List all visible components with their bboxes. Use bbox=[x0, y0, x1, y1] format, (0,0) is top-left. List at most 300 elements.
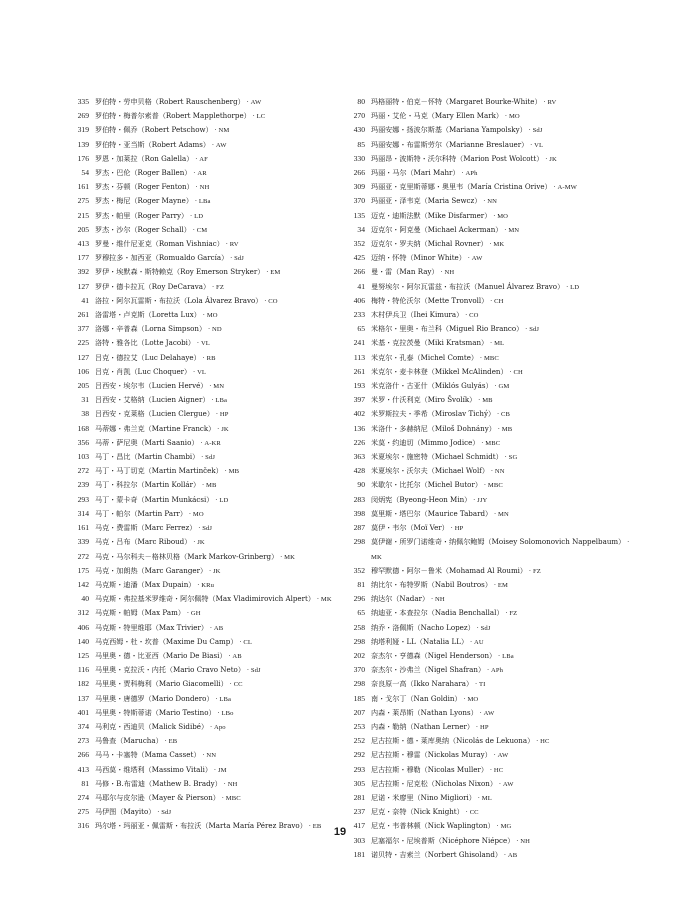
separator-dot: · bbox=[477, 708, 484, 717]
separator-dot: · bbox=[219, 793, 226, 802]
page-ref-number: 425 bbox=[353, 253, 365, 263]
author-code: RV bbox=[547, 99, 557, 106]
photographer-name: 马马・卡塞特（Mama Casset） bbox=[95, 750, 201, 760]
page-ref-number: 252 bbox=[353, 736, 365, 746]
index-entry bbox=[67, 322, 362, 336]
author-code: LD bbox=[194, 212, 204, 220]
index-entry bbox=[67, 237, 362, 251]
author-code: HP bbox=[454, 525, 464, 533]
index-entry bbox=[67, 777, 362, 791]
photographer-name: 罗伯特・劳申贝格（Robert Rauschenberg） bbox=[95, 97, 245, 106]
page-ref-number: 352 bbox=[353, 239, 365, 249]
index-entry bbox=[67, 123, 362, 137]
page-ref-number: 233 bbox=[353, 310, 365, 320]
photographer-name: 木村伊兵卫（Ihei Kimura） bbox=[371, 310, 464, 320]
separator-dot: · bbox=[475, 793, 482, 802]
index-entry bbox=[67, 223, 362, 237]
page-ref-number: 413 bbox=[77, 764, 89, 774]
index-entry bbox=[343, 95, 638, 109]
separator-dot: · bbox=[208, 722, 214, 731]
index-entry bbox=[343, 422, 638, 436]
author-code: MBC bbox=[487, 482, 503, 490]
photographer-name: 迈克尔・罗夫纳（Michal Rovner） bbox=[371, 239, 488, 249]
photographer-name: 纳乔・洛佩斯（Nacho Lopez） bbox=[371, 622, 475, 632]
page-ref-number: 34 bbox=[357, 224, 365, 234]
photographer-name: 米克尔・孔泰（Michel Comte） bbox=[371, 352, 479, 362]
index-entry bbox=[67, 805, 362, 819]
separator-dot: · bbox=[192, 197, 199, 206]
author-code: MO bbox=[467, 695, 479, 703]
photographer-name: 尼古拉斯・尼克松（Nicholas Nixon） bbox=[371, 778, 497, 788]
photographer-name: 罗杰・巴伦（Roger Ballen） bbox=[95, 168, 192, 178]
separator-dot: · bbox=[625, 538, 630, 547]
author-code: NM bbox=[218, 127, 230, 135]
photographer-name: 纳比尔・布特罗斯（Nabil Boutros） bbox=[371, 579, 492, 589]
page-ref-number: 161 bbox=[77, 523, 89, 533]
photographer-name: 罗伯特・梅普尔索普（Robert Mapplethorpe） bbox=[95, 111, 251, 121]
photographer-name: 罗伯特・亚当斯（Robert Adams） bbox=[95, 139, 210, 149]
author-code: ND bbox=[211, 326, 222, 334]
page-ref-number: 181 bbox=[353, 849, 365, 859]
author-code: NH bbox=[435, 596, 445, 604]
index-entry bbox=[67, 336, 362, 350]
author-code: RV bbox=[229, 241, 239, 249]
author-code: LD bbox=[570, 283, 580, 291]
photographer-name: 玛丽亚・泽韦克（Maria Sewcz） bbox=[371, 196, 482, 206]
index-entry bbox=[67, 365, 362, 379]
page-ref-number: 314 bbox=[77, 508, 89, 518]
page-ref-number: 90 bbox=[357, 480, 365, 490]
page-ref-number: 274 bbox=[77, 792, 89, 802]
photographer-name: 马蒂・萨尼奥（Marti Saanio） bbox=[95, 437, 199, 447]
separator-dot: · bbox=[463, 808, 470, 817]
index-entry bbox=[343, 663, 638, 677]
page-ref-number: 316 bbox=[77, 821, 89, 831]
page-ref-number: 205 bbox=[77, 224, 89, 234]
photographer-name: 罗伊・德卡拉瓦（Roy DeCarava） bbox=[95, 281, 211, 291]
photographer-name: 洛雷塔・卢克斯（Loretta Lux） bbox=[95, 310, 201, 320]
photographer-name: 米夏埃尔・施密特（Michael Schmidt） bbox=[371, 452, 503, 462]
separator-dot: · bbox=[488, 296, 495, 305]
separator-dot: · bbox=[200, 481, 207, 490]
author-code: CB bbox=[501, 411, 511, 419]
index-entry bbox=[343, 109, 638, 123]
separator-dot: · bbox=[471, 495, 478, 504]
index-entry bbox=[343, 351, 638, 365]
separator-dot: · bbox=[488, 339, 495, 348]
separator-dot: · bbox=[215, 424, 222, 433]
author-code: LBa bbox=[215, 397, 228, 405]
author-code: MN bbox=[498, 510, 509, 518]
separator-dot: · bbox=[468, 637, 474, 646]
index-entry bbox=[343, 478, 638, 492]
photographer-name: 米罗・什沃利克（Miro Švolík） bbox=[371, 395, 477, 405]
separator-dot: · bbox=[551, 183, 558, 192]
photographer-name: 马克・费雷斯（Marc Ferrez） bbox=[95, 523, 197, 533]
index-entry bbox=[67, 621, 362, 635]
separator-dot: · bbox=[494, 822, 501, 831]
author-code: RB bbox=[206, 354, 216, 362]
photographer-name: 玛格丽特・伯克－怀特（Margaret Bourke-White） bbox=[371, 97, 542, 106]
index-entry bbox=[67, 280, 362, 294]
separator-dot: · bbox=[278, 552, 285, 561]
separator-dot: · bbox=[496, 779, 503, 788]
page-ref-number: 140 bbox=[77, 636, 89, 646]
author-code: CL bbox=[243, 638, 252, 646]
separator-dot: · bbox=[196, 524, 203, 533]
separator-dot: · bbox=[564, 282, 571, 291]
author-code: JK bbox=[221, 425, 229, 433]
photographer-name: 吕西安・克莱格（Lucien Clergue） bbox=[95, 409, 214, 419]
page-ref-number: 65 bbox=[357, 324, 365, 334]
separator-dot: · bbox=[459, 169, 466, 178]
page-ref-number: 237 bbox=[353, 807, 365, 817]
page-ref-number: 335 bbox=[77, 97, 89, 106]
separator-dot: · bbox=[314, 595, 321, 604]
index-entry bbox=[67, 550, 362, 564]
author-code: MB bbox=[228, 468, 240, 476]
photographer-name: 米歇尔・比托尔（Michel Butor） bbox=[371, 480, 482, 490]
author-code: MBC bbox=[485, 439, 501, 447]
separator-dot: · bbox=[228, 254, 235, 263]
index-entry bbox=[67, 351, 362, 365]
index-entry bbox=[343, 322, 638, 336]
separator-dot: · bbox=[473, 680, 479, 689]
index-entry bbox=[343, 777, 638, 791]
separator-dot: · bbox=[448, 524, 455, 533]
separator-dot: · bbox=[528, 140, 535, 149]
separator-dot: · bbox=[186, 509, 193, 518]
author-code: SdJ bbox=[234, 255, 244, 263]
author-code: MK bbox=[284, 553, 295, 561]
index-entry bbox=[67, 592, 362, 606]
author-code: EB bbox=[168, 738, 178, 746]
page-ref-number: 202 bbox=[353, 650, 365, 660]
index-entry bbox=[343, 692, 638, 706]
index-entry bbox=[343, 521, 638, 535]
photographer-name: 穆罕默德・阿尔－鲁米（Mohamad Al Roumi） bbox=[371, 565, 528, 575]
index-entry bbox=[67, 407, 362, 421]
index-entry bbox=[343, 294, 638, 308]
separator-dot: · bbox=[210, 282, 217, 291]
author-code: JJY bbox=[477, 496, 488, 504]
photographer-name: 马伊图（Mayito） bbox=[95, 807, 156, 817]
separator-dot: · bbox=[222, 467, 229, 476]
index-entry bbox=[67, 493, 362, 507]
photographer-name: 马蒂娜・弗兰克（Martine Franck） bbox=[95, 423, 216, 433]
page-ref-number: 303 bbox=[353, 835, 365, 845]
separator-dot: · bbox=[502, 225, 509, 234]
author-code: CH bbox=[513, 368, 523, 376]
separator-dot: · bbox=[209, 140, 216, 149]
page-ref-number: 398 bbox=[353, 508, 365, 518]
index-entry bbox=[343, 535, 638, 563]
author-code: CM bbox=[196, 226, 208, 234]
author-code: SG bbox=[508, 454, 518, 462]
separator-dot: · bbox=[200, 311, 207, 320]
page-ref-number: 339 bbox=[77, 537, 89, 547]
photographer-name: 马克斯・弗拉基米罗维奇・阿尔佩特（Max Vladimirovich Alpert） bbox=[95, 594, 315, 604]
photographer-name: 罗杰・芬顿（Roger Fenton） bbox=[95, 182, 194, 192]
separator-dot: · bbox=[244, 666, 251, 675]
photographer-name: 尼诺・米廖里（Nino Migliori） bbox=[371, 792, 476, 802]
page-ref-number: 127 bbox=[77, 281, 89, 291]
index-entry bbox=[67, 521, 362, 535]
author-code: MO bbox=[206, 312, 218, 320]
author-code: NN bbox=[487, 198, 497, 206]
page-ref-number: 205 bbox=[77, 381, 89, 391]
page-ref-number: 40 bbox=[81, 594, 89, 604]
index-entry bbox=[67, 763, 362, 777]
separator-dot: · bbox=[191, 169, 198, 178]
index-entry bbox=[343, 123, 638, 137]
page-ref-number: 215 bbox=[77, 210, 89, 220]
page-ref-number: 161 bbox=[77, 182, 89, 192]
photographer-name: 玛丽安娜・布雷斯劳尔（Marianne Breslauer） bbox=[371, 139, 529, 149]
separator-dot: · bbox=[193, 183, 200, 192]
index-entry bbox=[67, 422, 362, 436]
author-code: VL bbox=[197, 368, 207, 376]
separator-dot: · bbox=[223, 240, 230, 249]
photographer-name: 罗杰・梅尼（Roger Mayne） bbox=[95, 196, 193, 206]
separator-dot: · bbox=[543, 154, 550, 163]
author-code: JK bbox=[213, 567, 221, 575]
author-code: LBa bbox=[198, 198, 211, 206]
separator-dot: · bbox=[221, 779, 228, 788]
author-code: CC bbox=[469, 809, 479, 817]
photographer-name: 吕西安・艾格纳（Lucien Aigner） bbox=[95, 395, 210, 405]
author-code: AB bbox=[213, 624, 224, 632]
photographer-name: 曼努埃尔・阿尔瓦雷兹・布拉沃（Manuel Álvarez Bravo） bbox=[371, 281, 565, 291]
page-ref-number: 430 bbox=[353, 125, 365, 135]
page-ref-number: 272 bbox=[77, 466, 89, 476]
index-entry bbox=[343, 720, 638, 734]
separator-dot: · bbox=[200, 353, 207, 362]
index-entry bbox=[343, 450, 638, 464]
author-code: CO bbox=[268, 297, 278, 305]
photographer-name: 尼古拉斯・穆勒（Nicolas Muller） bbox=[371, 764, 488, 774]
index-entry bbox=[67, 507, 362, 521]
separator-dot: · bbox=[191, 367, 198, 376]
author-code: A-MW bbox=[557, 184, 577, 192]
separator-dot: · bbox=[193, 154, 200, 163]
index-entry bbox=[67, 265, 362, 279]
author-code: MN bbox=[508, 226, 520, 234]
author-code: AB bbox=[232, 652, 242, 660]
index-entry bbox=[343, 621, 638, 635]
photographer-name: 南・戈尔丁（Nan Goldin） bbox=[371, 693, 462, 703]
separator-dot: · bbox=[465, 254, 472, 263]
page-ref-number: 182 bbox=[77, 679, 89, 689]
separator-dot: · bbox=[491, 211, 498, 220]
author-code: FZ bbox=[509, 610, 518, 618]
page-ref-number: 312 bbox=[77, 608, 89, 618]
index-entry bbox=[67, 606, 362, 620]
page-ref-number: 275 bbox=[77, 196, 89, 206]
photographer-name: 马修・B.布雷迪（Mathew B. Brady） bbox=[95, 778, 222, 788]
author-code: SdJ bbox=[202, 525, 213, 533]
separator-dot: · bbox=[227, 680, 234, 689]
author-code: SdJ bbox=[529, 326, 540, 334]
index-entry bbox=[343, 748, 638, 762]
separator-dot: · bbox=[213, 694, 220, 703]
separator-dot: · bbox=[198, 438, 205, 447]
author-code: SdJ bbox=[532, 127, 543, 135]
index-entry bbox=[343, 848, 638, 862]
page-ref-number: 298 bbox=[353, 636, 365, 646]
index-entry bbox=[343, 379, 638, 393]
index-entry bbox=[67, 180, 362, 194]
page-ref-number: 207 bbox=[353, 707, 365, 717]
page-ref-number: 239 bbox=[77, 480, 89, 490]
separator-dot: · bbox=[195, 580, 202, 589]
index-entry bbox=[343, 564, 638, 578]
separator-dot: · bbox=[184, 609, 191, 618]
author-code: CH bbox=[494, 297, 504, 305]
index-entry bbox=[343, 265, 638, 279]
index-entry bbox=[67, 393, 362, 407]
photographer-name: 玛丽安娜・扬波尔斯基（Mariana Yampolsky） bbox=[371, 125, 527, 135]
page-ref-number: 363 bbox=[353, 452, 365, 462]
page-ref-number: 266 bbox=[353, 168, 365, 178]
author-code: SdJ bbox=[205, 454, 216, 462]
photographer-name: 纳塔利娅・LL（Natalia LL） bbox=[371, 636, 469, 646]
page-ref-number: 392 bbox=[77, 267, 89, 277]
separator-dot: · bbox=[523, 325, 530, 334]
page-ref-number: 41 bbox=[81, 295, 89, 305]
index-entry bbox=[67, 308, 362, 322]
index-entry bbox=[67, 166, 362, 180]
index-entry bbox=[67, 464, 362, 478]
index-entry bbox=[67, 152, 362, 166]
index-entry bbox=[67, 109, 362, 123]
photographer-name: 马里奥・特斯蒂诺（Mario Testino） bbox=[95, 707, 216, 717]
photographer-name: 洛拉・阿尔瓦雷斯・布拉沃（Lola Álvarez Bravo） bbox=[95, 295, 263, 305]
index-entry bbox=[67, 95, 362, 109]
photographer-name: 奈良原一高（Ikko Narahara） bbox=[371, 679, 474, 689]
index-entry bbox=[343, 578, 638, 592]
separator-dot: · bbox=[479, 438, 486, 447]
separator-dot: · bbox=[487, 240, 494, 249]
author-code: JK bbox=[549, 155, 557, 163]
page-ref-number: 266 bbox=[77, 750, 89, 760]
page-ref-number: 370 bbox=[353, 665, 365, 675]
page-ref-number: 397 bbox=[353, 395, 365, 405]
index-entry bbox=[67, 138, 362, 152]
photographer-name: 马西莫・维塔利（Massimo Vitali） bbox=[95, 764, 213, 774]
page-ref-number: 298 bbox=[353, 679, 365, 689]
index-entry bbox=[67, 535, 362, 549]
photographer-name: 尼古拉斯・穆雷（Nickolas Muray） bbox=[371, 750, 492, 760]
photographer-name: 吕西安・埃尔韦（Lucien Hervé） bbox=[95, 381, 208, 391]
page-ref-number: 413 bbox=[77, 239, 89, 249]
separator-dot: · bbox=[206, 325, 212, 334]
photographer-name: 罗恩・加莱拉（Ron Galella） bbox=[95, 153, 194, 163]
author-code: MB bbox=[501, 425, 513, 433]
page-ref-number: 292 bbox=[353, 750, 365, 760]
separator-dot: · bbox=[514, 836, 521, 845]
page-ref-number: 253 bbox=[353, 721, 365, 731]
photographer-name: 罗穆拉多・加西亚（Romualdo García） bbox=[95, 253, 229, 263]
index-entry bbox=[343, 734, 638, 748]
photographer-name: 莫伊・韦尔（Moï Ver） bbox=[371, 523, 449, 533]
page-ref-number: 54 bbox=[81, 168, 89, 178]
index-entry bbox=[343, 635, 638, 649]
index-entry bbox=[343, 251, 638, 265]
author-code: GM bbox=[498, 383, 510, 391]
index-entry bbox=[67, 649, 362, 663]
author-code: LC bbox=[256, 113, 266, 121]
page-ref-number: 401 bbox=[77, 707, 89, 717]
page-ref-number: 296 bbox=[353, 594, 365, 604]
index-entry bbox=[343, 763, 638, 777]
page-number: 19 bbox=[333, 826, 347, 838]
photographer-name: 纳达尔（Nadar） bbox=[371, 594, 430, 604]
index-entry bbox=[67, 578, 362, 592]
separator-dot: · bbox=[250, 112, 257, 121]
page-ref-number: 293 bbox=[353, 764, 365, 774]
photographer-name: 奈杰尔・沙弗兰（Nigel Shafran） bbox=[371, 665, 486, 675]
separator-dot: · bbox=[487, 765, 494, 774]
page-ref-number: 135 bbox=[353, 210, 365, 220]
index-entry bbox=[67, 294, 362, 308]
page-ref-number: 106 bbox=[77, 366, 89, 376]
page-ref-number: 31 bbox=[81, 395, 89, 405]
photographer-name: 罗曼・维什尼亚克（Roman Vishniac） bbox=[95, 239, 224, 249]
separator-dot: · bbox=[541, 98, 548, 106]
index-entry bbox=[343, 166, 638, 180]
author-code: FZ bbox=[532, 567, 541, 575]
index-entry bbox=[67, 251, 362, 265]
index-entry bbox=[67, 677, 362, 691]
index-entry bbox=[67, 663, 362, 677]
index-entry bbox=[343, 194, 638, 208]
page-ref-number: 226 bbox=[353, 437, 365, 447]
index-entry bbox=[343, 606, 638, 620]
page-ref-number: 38 bbox=[81, 409, 89, 419]
separator-dot: · bbox=[501, 850, 508, 859]
separator-dot: · bbox=[491, 751, 498, 760]
author-code: MO bbox=[192, 510, 204, 518]
author-code: AR bbox=[197, 170, 207, 178]
photographer-name: 洛娜・辛普森（Lorna Simpson） bbox=[95, 324, 207, 334]
photographer-name: 尼克・韦普林顿（Nick Waplington） bbox=[371, 821, 495, 831]
photographer-name: 尼古拉斯・德・莱库奥纳（Nicolás de Lekuona） bbox=[371, 736, 535, 746]
author-code: VL bbox=[534, 141, 544, 149]
photographer-name: 纳迪亚・本查拉尔（Nadia Benchallal） bbox=[371, 608, 504, 618]
photographer-name: 马里奥・德・比亚西（Mario De Biasi） bbox=[95, 650, 227, 660]
author-code: EM bbox=[497, 581, 508, 589]
page-ref-number: 241 bbox=[353, 338, 365, 348]
index-entry bbox=[343, 336, 638, 350]
author-code: MK bbox=[320, 596, 332, 604]
separator-dot: · bbox=[474, 623, 481, 632]
index-column-right bbox=[343, 95, 638, 862]
separator-dot: · bbox=[503, 609, 510, 618]
author-code: LBa bbox=[502, 652, 514, 660]
photographer-name: 吕克・肖凯（Luc Choquer） bbox=[95, 366, 192, 376]
index-entry bbox=[343, 365, 638, 379]
separator-dot: · bbox=[527, 566, 533, 575]
photographer-name: 米格尔・里奥・布兰科（Miguel Rio Branco） bbox=[371, 324, 524, 334]
photographer-name: 米夏埃尔・沃尔夫（Michael Wolf） bbox=[371, 466, 489, 476]
separator-dot: · bbox=[155, 808, 162, 817]
author-code: AB bbox=[507, 851, 518, 859]
author-code: JK bbox=[197, 539, 205, 547]
page-ref-number: 139 bbox=[77, 139, 89, 149]
author-code: AW bbox=[502, 780, 514, 788]
page-ref-number: 273 bbox=[77, 736, 89, 746]
